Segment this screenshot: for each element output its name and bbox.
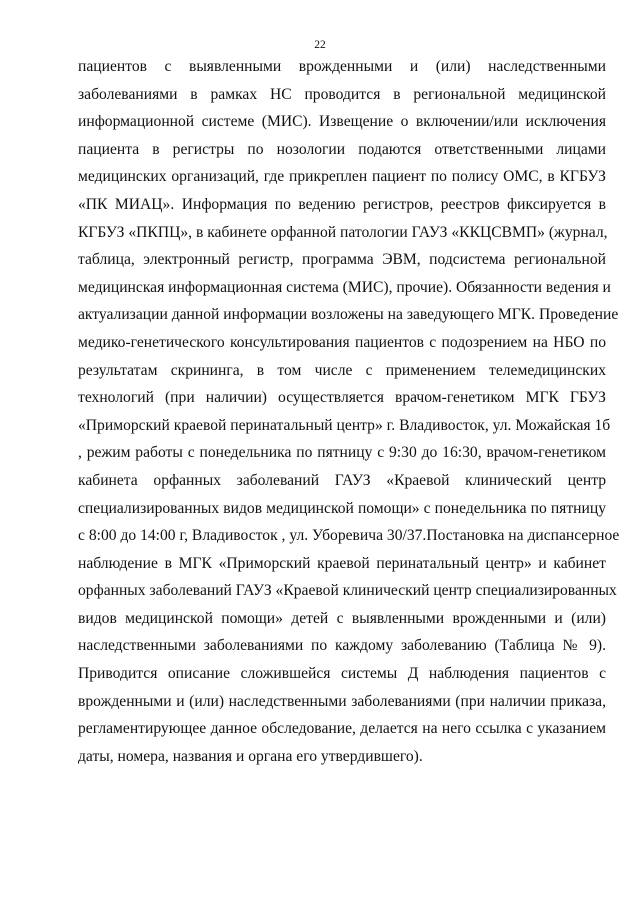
text-line: наблюдение в МГК «Приморский краевой перинатальный центр» и кабинет: [78, 554, 606, 572]
text-line: «ПК МИАЦ». Информация по ведению регистров, реестров фиксируется в: [78, 195, 606, 213]
text-line: «Приморский краевой перинатальный центр» г. Владивосток, ул. Можайская 1б: [78, 416, 611, 434]
text-line: КГБУЗ «ПКПЦ», в кабинете орфанной патологии ГАУЗ «ККЦСВМП» (журнал,: [78, 223, 608, 241]
text-line: врожденными и (или) наследственными заболеваниями (при наличии приказа,: [78, 692, 606, 710]
body-paragraph: [78, 53, 620, 770]
text-line: специализированных видов медицинской помощи» с понедельника по пятницу: [78, 499, 606, 517]
page-number: 22: [314, 39, 326, 51]
text-line: информационной системе (МИС). Извещение о включении/или исключения: [78, 113, 606, 131]
text-line: орфанных заболеваний ГАУЗ «Краевой клинический центр специализированных: [78, 582, 617, 600]
text-line: результатам скрининга, в том числе с применением телемедицинских: [78, 361, 606, 379]
text-line: технологий (при наличии) осуществляется врачом-генетиком МГК ГБУЗ: [78, 389, 606, 407]
text-line: медико-генетического консультирования пациентов с подозрением на НБО по: [78, 333, 606, 351]
text-line: пациентов с выявленными врожденными и (или) наследственными: [78, 58, 606, 75]
text-line: с 8:00 до 14:00 г, Владивосток , ул. Уборевича 30/37.Постановка на диспансерное: [78, 527, 620, 545]
text-line: регламентирующее данное обследование, делается на него ссылка с указанием: [78, 720, 606, 738]
text-line: заболеваниями в рамках НС проводится в региональной медицинской: [78, 85, 606, 103]
text-line: медицинская информационная система (МИС), прочие). Обязанности ведения и: [78, 278, 611, 296]
text-line: медицинских организаций, где прикреплен пациент по полису ОМС, в КГБУЗ: [78, 168, 606, 186]
text-line: актуализации данной информации возложены на заведующего МГК. Проведение: [78, 306, 619, 324]
text-line: видов медицинской помощи» детей с выявленными врожденными и (или): [78, 609, 606, 627]
text-line: Приводится описание сложившейся системы Д наблюдения пациентов с: [78, 665, 606, 683]
text-line: даты, номера, названия и органа его утвердившего).: [78, 747, 423, 765]
text-line: , режим работы с понедельника по пятницу с 9:30 до 16:30, врачом-генетиком: [78, 444, 606, 462]
text-line: кабинета орфанных заболеваний ГАУЗ «Краевой клинический центр: [78, 471, 606, 489]
text-line: таблица, электронный регистр, программа ЭВМ, подсистема региональной: [78, 251, 606, 269]
text-line: пациента в регистры по нозологии подаются ответственными лицами: [78, 140, 606, 158]
text-line: наследственными заболеваниями по каждому заболеванию (Таблица № 9).: [78, 637, 606, 655]
